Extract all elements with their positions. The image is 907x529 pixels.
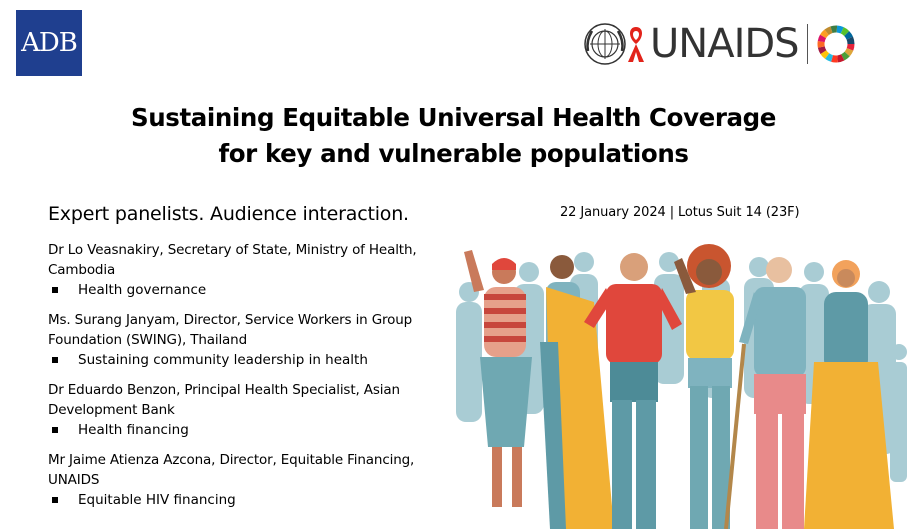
bullet-icon	[52, 427, 58, 433]
crowd-person	[726, 257, 806, 529]
panelist-list	[48, 240, 448, 520]
section-heading: Expert panelists. Audience interaction.	[48, 203, 409, 225]
logo-separator	[807, 24, 808, 64]
event-date: 22 January 2024 | Lotus Suit 14 (23F)	[560, 205, 800, 220]
panelist-name-line: Dr Eduardo Benzon, Principal Health Specialist, Asian	[48, 382, 400, 398]
bullet-icon	[52, 287, 58, 293]
adb-logo-text: ADB	[21, 28, 77, 58]
unaids-logo	[582, 20, 882, 68]
panelist-topic-text: Health financing	[78, 422, 189, 438]
adb-logo	[16, 10, 82, 76]
panelist-item	[48, 380, 448, 440]
unaids-wordmark: UNAIDS	[650, 21, 799, 67]
panelist-name-line: UNAIDS	[48, 472, 100, 488]
title-line-2: for key and vulnerable populations	[218, 139, 689, 168]
panelist-name	[48, 310, 448, 350]
panelist-name-line: Mr Jaime Atienza Azcona, Director, Equitable Financing,	[48, 452, 415, 468]
panelist-item	[48, 310, 448, 370]
bullet-icon	[52, 497, 58, 503]
panelist-name-line: Ms. Surang Janyam, Director, Service Workers in Group	[48, 312, 413, 328]
slide-title	[0, 100, 907, 172]
crowd-illustration	[454, 232, 907, 529]
panelist-topic	[48, 420, 448, 440]
panelist-item	[48, 240, 448, 300]
panelist-name	[48, 240, 448, 280]
bullet-icon	[52, 357, 58, 363]
panelist-topic	[48, 280, 448, 300]
panelist-topic-text: Health governance	[78, 282, 207, 298]
sdg-wheel-icon	[816, 24, 856, 64]
panelist-topic	[48, 490, 448, 510]
title-line-1: Sustaining Equitable Universal Health Coverage	[130, 103, 777, 132]
panelist-topic-text: Equitable HIV financing	[78, 492, 236, 508]
red-ribbon-icon	[624, 24, 648, 64]
panelist-topic-text: Sustaining community leadership in health	[78, 352, 368, 368]
panelist-topic	[48, 350, 448, 370]
panelist-name-line: Development Bank	[48, 402, 175, 418]
panelist-name-line: Foundation (SWING), Thailand	[48, 332, 247, 348]
panelist-name-line: Cambodia	[48, 262, 116, 278]
un-emblem-icon	[582, 21, 628, 67]
panelist-item	[48, 450, 448, 510]
panelist-name	[48, 380, 448, 420]
panelist-name	[48, 450, 448, 490]
panelist-name-line: Dr Lo Veasnakiry, Secretary of State, Ministry of Health,	[48, 242, 417, 258]
